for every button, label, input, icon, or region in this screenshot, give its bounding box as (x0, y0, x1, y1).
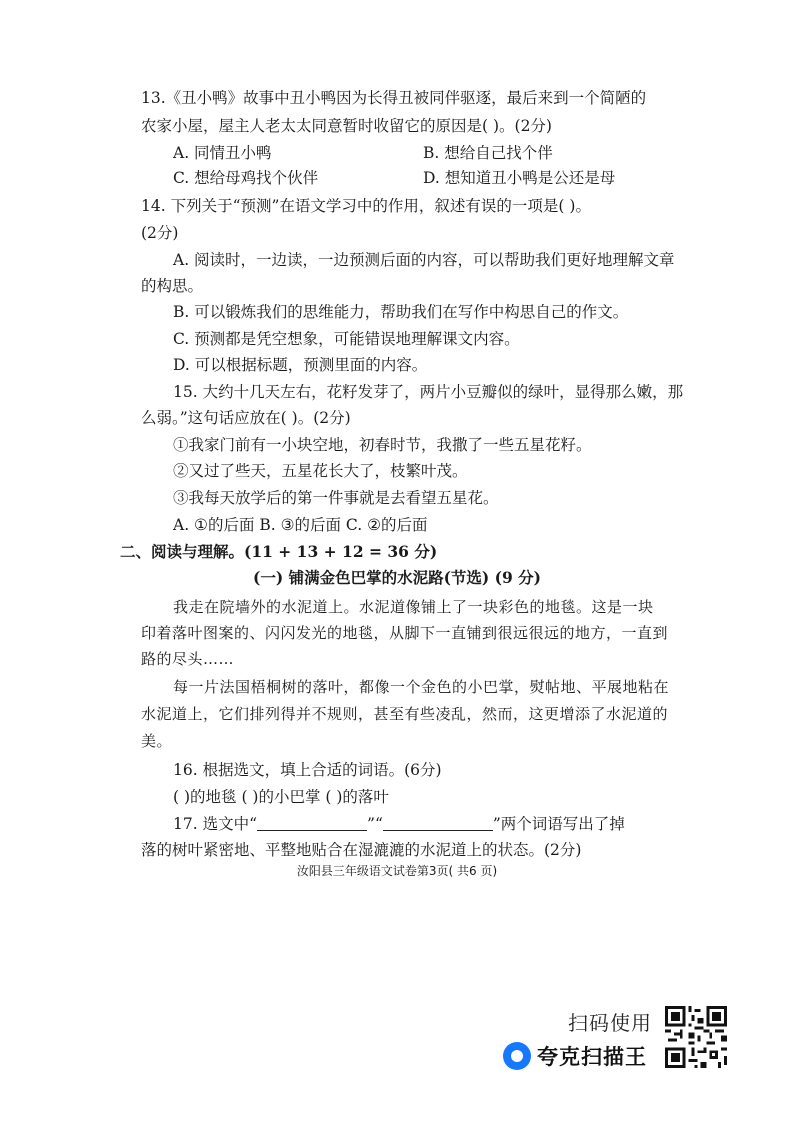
q15-line1: 15. 大约十几天左右，花籽发芽了，两片小豆瓣似的绿叶，显得那么嫩，那 (173, 383, 684, 401)
q13-option-a: A. 同情丑小鸭 (173, 144, 272, 162)
q17-blank-2[interactable] (383, 816, 493, 831)
q14-option-a-line2: 的构思。 (141, 277, 204, 295)
q13-option-d: D. 想知道丑小鸭是公还是母 (423, 169, 616, 187)
q15-options: A. ①的后面 B. ③的后面 C. ②的后面 (173, 516, 428, 534)
passage-para2-line2: 水泥道上，它们排列得并不规则，甚至有些凌乱，然而，这更增添了水泥道的 (141, 705, 669, 723)
passage-title: (一) 铺满金色巴掌的水泥路(节选) (9 分) (253, 568, 541, 587)
page-footer: 汝阳县三年级语文试卷第3页( 共6 页) (296, 864, 498, 878)
q13-line2: 农家小屋，屋主人老太太同意暂时收留它的原因是( )。(2分) (141, 117, 552, 135)
quark-logo-icon (503, 1042, 531, 1070)
passage-para1-line2: 印着落叶图案的、闪闪发光的地毯，从脚下一直铺到很远很远的地方，一直到 (141, 624, 669, 642)
q14-line1: 14. 下列关于“预测”在语文学习中的作用，叙述有误的一项是( )。 (141, 197, 591, 215)
q17-line2: 落的树叶紧密地、平整地贴合在湿漉漉的水泥道上的状态。(2分) (141, 841, 582, 859)
q13-option-b: B. 想给自己找个伴 (423, 144, 553, 162)
passage-para1-line1: 我走在院墙外的水泥道上。水泥道像铺上了一块彩色的地毯。这是一块 (173, 598, 654, 616)
q17-middle: ”“ (367, 815, 383, 833)
q16-fill-line: ( )的地毯 ( )的小巴掌 ( )的落叶 (173, 788, 389, 806)
q14-option-a-line1: A. 阅读时，一边读，一边预测后面的内容，可以帮助我们更好地理解文章 (173, 251, 675, 269)
q17-line1 (173, 814, 625, 834)
q15-sentence-1: ①我家门前有一小块空地，初春时节，我撒了一些五星花籽。 (173, 436, 592, 454)
passage-para2-line1: 每一片法国梧桐树的落叶，都像一个金色的小巴掌，熨帖地、平展地粘在 (173, 678, 670, 696)
q13-options-row1 (173, 143, 553, 163)
q13-line1: 13.《丑小鸭》故事中丑小鸭因为长得丑被同伴驱逐，最后来到一个简陋的 (141, 89, 647, 107)
q15-sentence-3: ③我每天放学后的第一件事就是去看望五星花。 (173, 489, 499, 507)
q14-option-c: C. 预测都是凭空想象，可能错误地理解课文内容。 (173, 330, 520, 348)
q17-prefix: 17. 选文中“ (173, 815, 258, 833)
passage-para2-line3: 美。 (141, 732, 173, 750)
q14-option-b: B. 可以锻炼我们的思维能力，帮助我们在写作中构思自己的作文。 (173, 303, 629, 321)
scanner-brand (503, 1040, 647, 1072)
q14-line2: (2分) (141, 224, 179, 242)
q13-option-c: C. 想给母鸡找个伙伴 (173, 169, 319, 187)
q17-blank-1[interactable] (257, 816, 367, 831)
qr-code-icon[interactable] (665, 1006, 727, 1068)
section2-title: 二、阅读与理解。(11 + 13 + 12 = 36 分) (120, 542, 438, 561)
q15-line2: 么弱。”这句话应放在( )。(2分) (141, 409, 351, 427)
q16-prompt: 16. 根据选文，填上合适的词语。(6分) (173, 761, 442, 779)
q13-options-row2 (173, 168, 616, 188)
scan-label: 扫码使用 (568, 1011, 652, 1035)
brand-name: 夸克扫描王 (537, 1045, 647, 1069)
q15-sentence-2: ②又过了些天，五星花长大了，枝繁叶茂。 (173, 462, 468, 480)
q14-option-d: D. 可以根据标题，预测里面的内容。 (173, 356, 428, 374)
q17-suffix: ”两个词语写出了掉 (492, 815, 625, 833)
passage-para1-line3: 路的尽头…… (141, 650, 235, 668)
